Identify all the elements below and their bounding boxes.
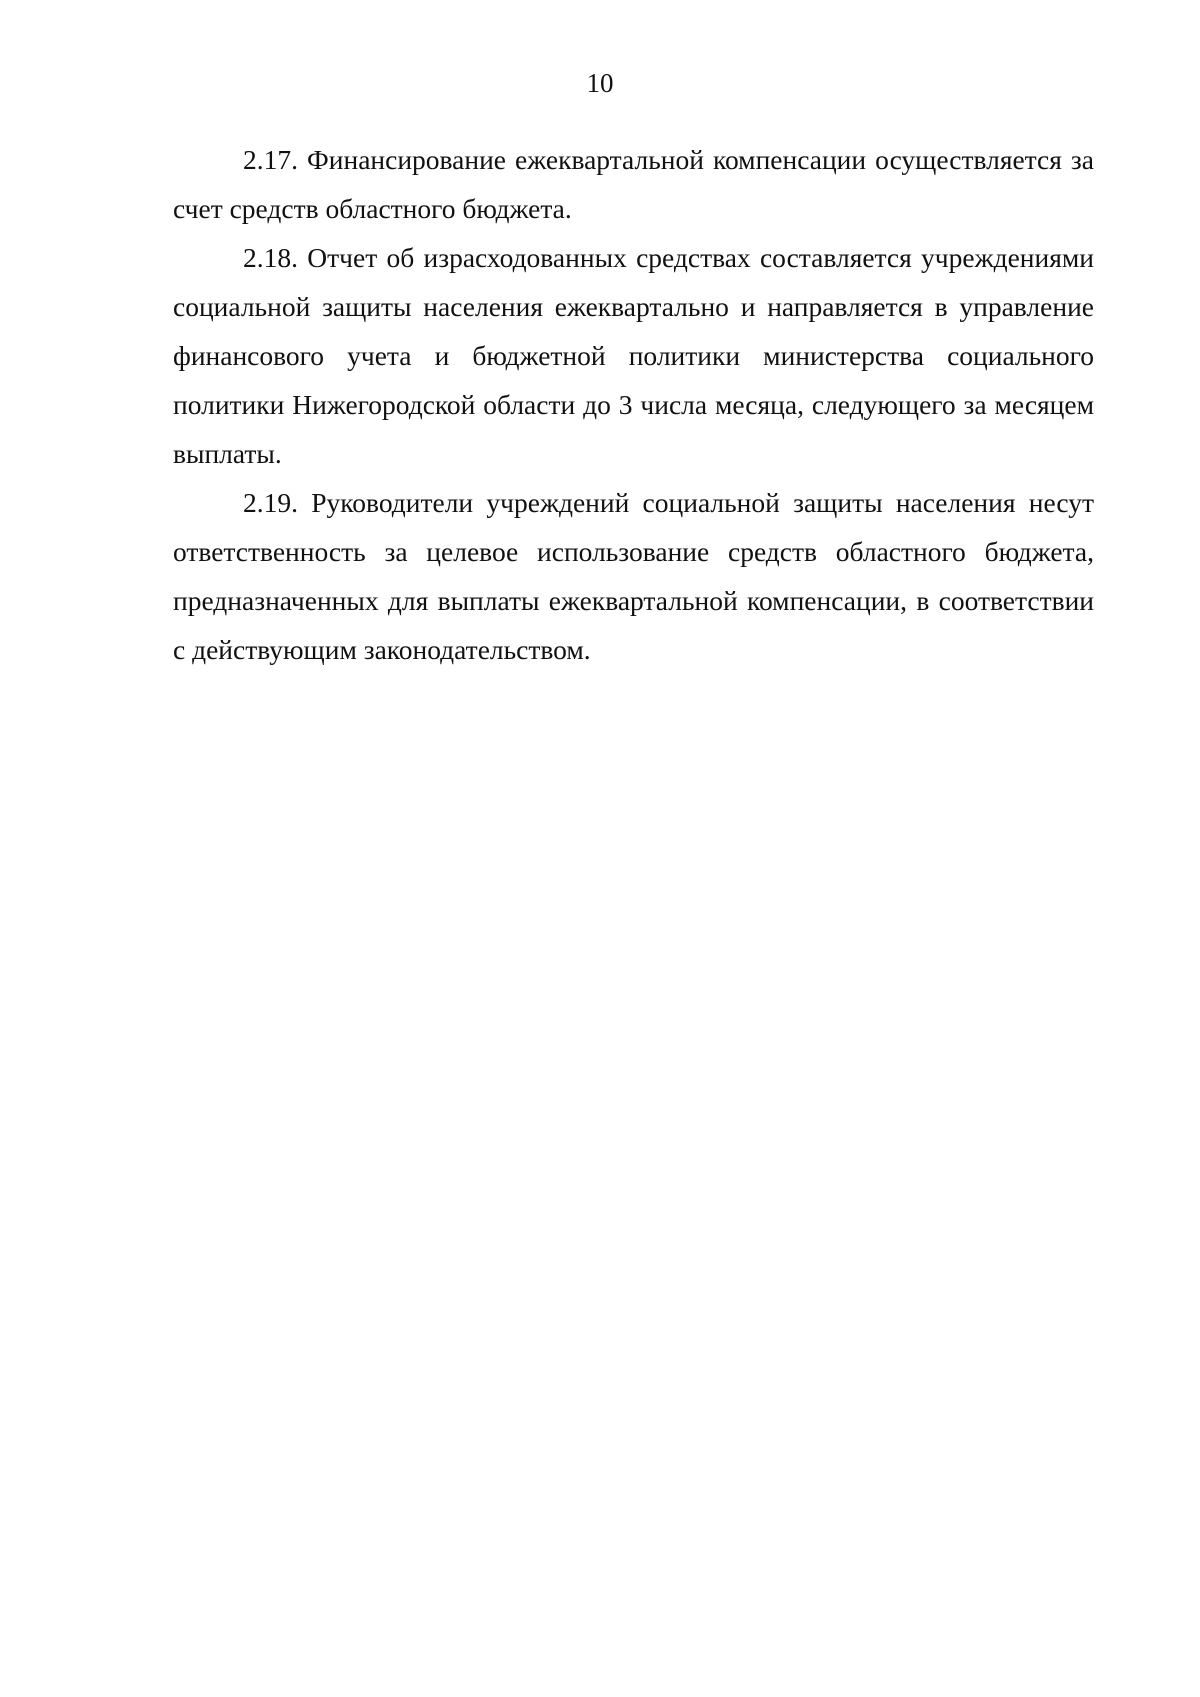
paragraph-2-17: 2.17. Финансирование ежеквартальной компенсации осуществляется за счет средств областного бюджета. [173, 144, 1094, 224]
paragraph-2-18: 2.18. Отчет об израсходованных средствах составляется учреждениями социальной защиты населения ежеквартально и направляется в управление финансового учета и бюджетной политики министерства социального политики Нижегородской области до 3 числа месяца, следующего за месяцем выплаты. [173, 242, 1094, 469]
paragraph-2-19: 2.19. Руководители учреждений социальной защиты населения несут ответственность за целевое использование средств областного бюджета, предназначенных для выплаты ежеквартальной компенсации, в соответствии с действующим законодательством. [173, 487, 1094, 665]
page-number: 10 [586, 68, 614, 98]
document-body [173, 135, 1094, 674]
